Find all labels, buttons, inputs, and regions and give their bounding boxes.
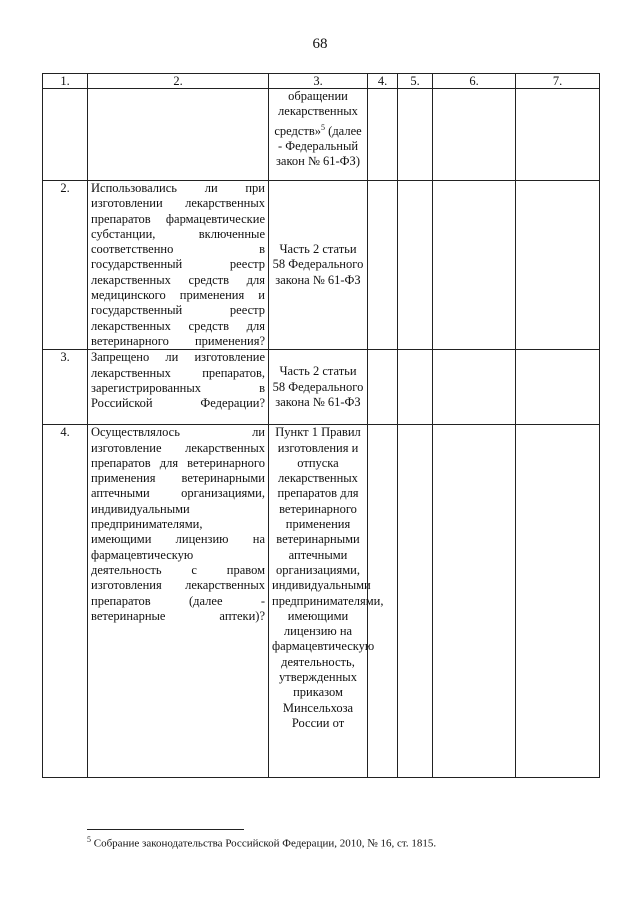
- column-header-7: 7.: [516, 74, 600, 89]
- footnote-divider: [87, 829, 244, 830]
- empty-cell: [433, 350, 516, 425]
- footnote-marker: 5: [87, 835, 91, 844]
- legal-basis-cell: Пункт 1 Правил изготовления и отпуска лекарственных препаратов для ветеринарного применения ветеринарными аптечными организациями, индивидуальными предпринимателями, имеющими лицензию на фармацевтическую деятельность, утвержденных приказом Минсельхоза России от: [269, 425, 368, 778]
- legal-basis-text-tail: (далее - Федеральный закон № 61-ФЗ): [275, 123, 362, 169]
- legal-basis-cell: [269, 89, 368, 181]
- legal-basis-cell: Часть 2 статьи 58 Федерального закона № 61-ФЗ: [269, 350, 368, 425]
- column-header-4: 4.: [368, 74, 398, 89]
- column-header-1: 1.: [43, 74, 88, 89]
- empty-cell: [516, 350, 600, 425]
- row-number: 3.: [43, 350, 88, 425]
- footnote-reference: 5: [321, 122, 326, 132]
- empty-cell: [516, 89, 600, 181]
- footnote: [87, 835, 436, 850]
- table-row: [43, 181, 600, 350]
- empty-cell: [398, 181, 433, 350]
- empty-cell: [368, 181, 398, 350]
- empty-cell: [368, 350, 398, 425]
- page-number: 68: [312, 36, 328, 52]
- empty-cell: [433, 89, 516, 181]
- empty-cell: [368, 89, 398, 181]
- empty-cell: [516, 181, 600, 350]
- question-cell: Осуществлялось ли изготовление лекарственных препаратов для ветеринарного применения ветеринарными аптечными организациями, индивидуальными предпринимателями, имеющими лицензию на фармацевтическую деятельность с правом изготовления лекарственных препаратов (далее - ветеринарные аптеки)?: [88, 425, 269, 778]
- checklist-table: [42, 73, 600, 778]
- table-row: [43, 350, 600, 425]
- empty-cell: [433, 425, 516, 778]
- empty-cell: [433, 181, 516, 350]
- legal-basis-cell: Часть 2 статьи 58 Федерального закона № 61-ФЗ: [269, 181, 368, 350]
- empty-cell: [398, 425, 433, 778]
- row-number: 4.: [43, 425, 88, 778]
- question-cell: Запрещено ли изготовление лекарственных препаратов, зарегистрированных в Российской Федерации?: [88, 350, 269, 425]
- empty-cell: [398, 89, 433, 181]
- empty-cell: [516, 425, 600, 778]
- table-row: [43, 89, 600, 181]
- column-header-3: 3.: [269, 74, 368, 89]
- legal-basis-text: обращении лекарственных средств»: [274, 89, 358, 138]
- table-row: [43, 425, 600, 778]
- row-number: 2.: [43, 181, 88, 350]
- column-header-2: 2.: [88, 74, 269, 89]
- column-header-6: 6.: [433, 74, 516, 89]
- empty-cell: [398, 350, 433, 425]
- question-cell: Использовались ли при изготовлении лекарственных препаратов фармацевтические субстанции, включенные соответственно в государственный реестр лекарственных средств для медицинского применения и государственный реестр лекарственных средств для ветеринарного применения?: [88, 181, 269, 350]
- question-cell: [88, 89, 269, 181]
- header-row: [43, 74, 600, 89]
- footnote-text: Собрание законодательства Российской Федерации, 2010, № 16, ст. 1815.: [91, 837, 437, 850]
- column-header-5: 5.: [398, 74, 433, 89]
- row-number: [43, 89, 88, 181]
